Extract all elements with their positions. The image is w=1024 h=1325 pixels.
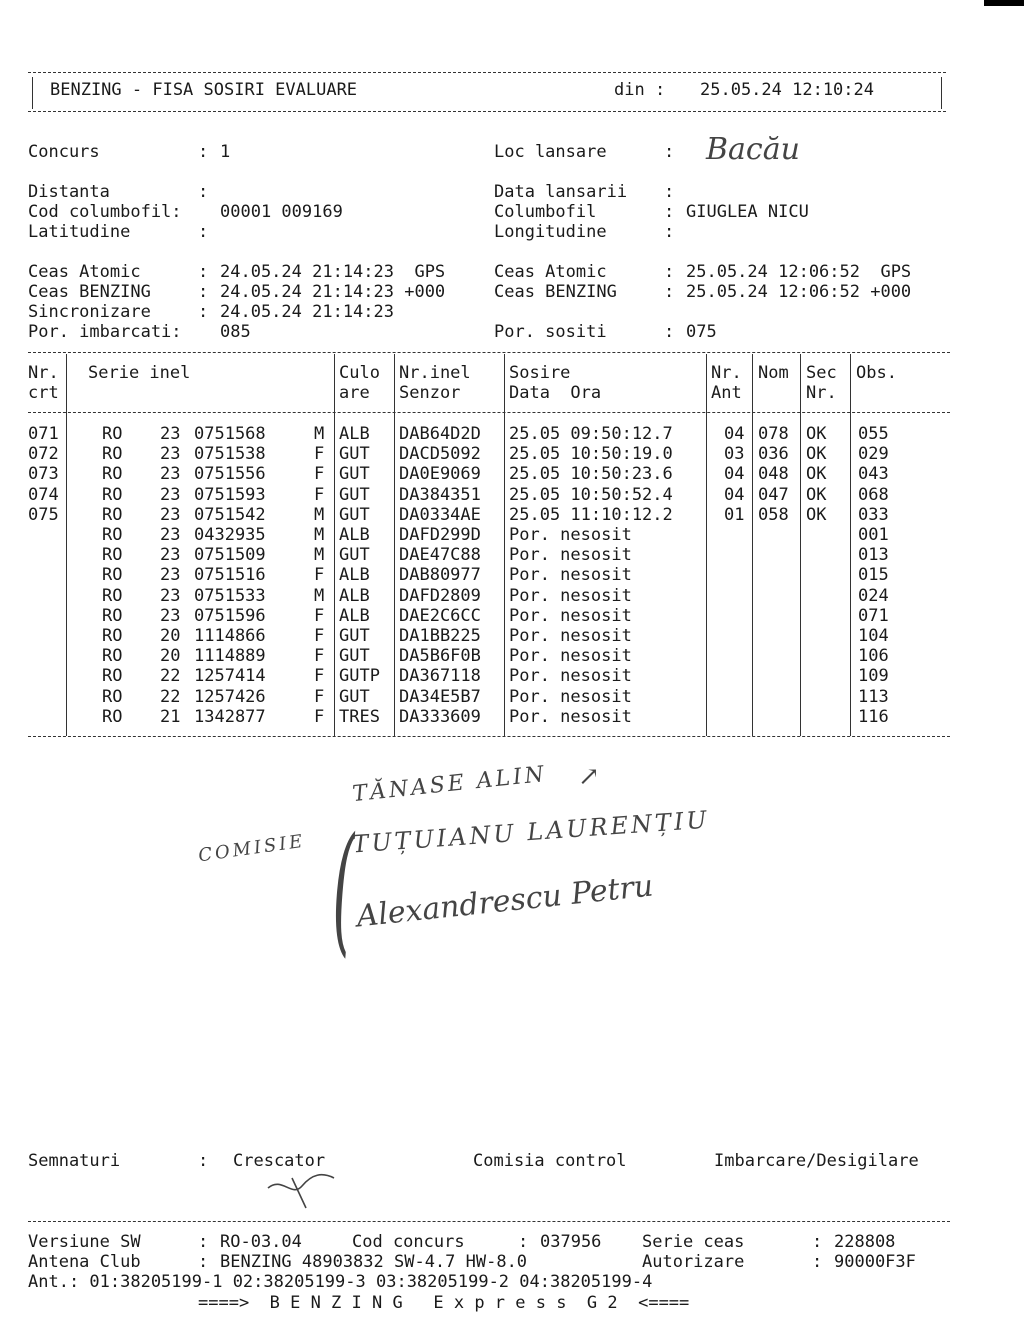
cell-s: M <box>314 424 325 444</box>
sincronizare-label: Sincronizare <box>28 302 151 322</box>
cell-sen: DA1BB225 <box>399 626 481 646</box>
serie-ceas-label: Serie ceas <box>642 1232 745 1252</box>
cell-c: RO <box>102 424 123 444</box>
colon: : <box>198 1232 209 1252</box>
cell-nr: 074 <box>28 484 59 505</box>
cell-y: 23 <box>160 605 181 626</box>
cell-col: GUTP <box>339 666 380 687</box>
cell-col: ALB <box>339 424 370 444</box>
handwritten-comisie: COMISIE <box>197 830 307 867</box>
ceas-benzing-label: Ceas BENZING <box>28 282 151 302</box>
scan-edge-mark <box>984 0 1024 6</box>
cell-c: RO <box>102 666 123 687</box>
cell-sos: Por. nesosit <box>509 525 632 545</box>
concurs-label: Concurs <box>28 142 100 162</box>
cell-nom: 048 <box>758 464 789 485</box>
cell-sen: DAFD299D <box>399 525 481 545</box>
cell-obs: 104 <box>858 626 889 646</box>
cell-s: F <box>314 686 325 707</box>
cell-n: 0751538 <box>194 444 266 465</box>
autorizare-value: 90000F3F <box>834 1252 916 1272</box>
cell-y: 23 <box>160 484 181 505</box>
hdr-serie-inel: Serie inel <box>88 363 191 383</box>
serie-ceas-value: 228808 <box>834 1232 896 1252</box>
cell-y: 23 <box>160 525 181 545</box>
cell-obs: 055 <box>858 424 889 444</box>
cell-sen: DA384351 <box>399 484 481 505</box>
cell-obs: 015 <box>858 565 889 586</box>
semnaturi-label: Semnaturi <box>28 1151 121 1171</box>
cell-s: M <box>314 545 325 566</box>
cod-columbofil-value: 00001 009169 <box>220 202 343 222</box>
cell-ant: 03 <box>724 444 745 465</box>
cell-c: RO <box>102 706 123 727</box>
cell-y: 21 <box>160 706 181 727</box>
cell-s: F <box>314 565 325 586</box>
cell-n: 0751542 <box>194 504 266 525</box>
cell-col: ALB <box>339 565 370 586</box>
document-title: BENZING - FISA SOSIRI EVALUARE <box>50 80 358 100</box>
cell-n: 1257414 <box>194 666 266 687</box>
cell-c: RO <box>102 565 123 586</box>
col-sep <box>504 354 505 736</box>
cell-y: 20 <box>160 626 181 646</box>
cell-ant: 04 <box>724 424 745 444</box>
cell-sen: DAE47C88 <box>399 545 481 566</box>
autorizare-label: Autorizare <box>642 1252 745 1272</box>
cell-col: GUT <box>339 484 370 505</box>
ceas-atomic-label: Ceas Atomic <box>28 262 141 282</box>
hdr-are: are <box>339 383 370 403</box>
cell-c: RO <box>102 484 123 505</box>
cell-obs: 116 <box>858 706 889 727</box>
hdr-data-ora: Data Ora <box>509 383 602 403</box>
cell-c: RO <box>102 585 123 606</box>
colon: : <box>198 142 209 162</box>
cell-sos: Por. nesosit <box>509 605 632 626</box>
cell-c: RO <box>102 646 123 667</box>
cell-sos: Por. nesosit <box>509 626 632 646</box>
cell-n: 1114866 <box>194 626 266 646</box>
hdr-sosire: Sosire <box>509 363 571 383</box>
cell-c: RO <box>102 605 123 626</box>
cell-s: M <box>314 585 325 606</box>
concurs-value: 1 <box>220 142 231 162</box>
cell-sos: Por. nesosit <box>509 706 632 727</box>
ceas-atomic-left: 24.05.24 21:14:23 GPS <box>220 262 446 282</box>
cell-n: 0751509 <box>194 545 266 566</box>
colon: : <box>518 1232 529 1252</box>
hdr-crt: crt <box>28 383 59 403</box>
hdr-ant: Ant <box>711 383 742 403</box>
cell-sos: 25.05 10:50:23.6 <box>509 464 673 485</box>
cell-obs: 068 <box>858 484 889 505</box>
cell-nom: 036 <box>758 444 789 465</box>
cod-concurs-label: Cod concurs <box>352 1232 465 1252</box>
colon: : <box>664 222 675 242</box>
crescator-signature <box>262 1168 342 1212</box>
cell-sos: 25.05 10:50:52.4 <box>509 484 673 505</box>
cell-y: 23 <box>160 444 181 465</box>
col-sep <box>334 354 335 736</box>
cell-sos: 25.05 10:50:19.0 <box>509 444 673 465</box>
hdr-nr-inel: Nr.inel <box>399 363 471 383</box>
cell-s: F <box>314 464 325 485</box>
latitudine-label: Latitudine <box>28 222 131 242</box>
ceas-atomic-label-right: Ceas Atomic <box>494 262 607 282</box>
sincronizare-value: 24.05.24 21:14:23 <box>220 302 394 322</box>
cell-col: ALB <box>339 525 370 545</box>
cell-obs: 043 <box>858 464 889 485</box>
cell-n: 0432935 <box>194 525 266 545</box>
cell-nr: 072 <box>28 444 59 465</box>
cell-col: TRES <box>339 706 380 727</box>
cell-col: GUT <box>339 464 370 485</box>
cell-n: 1114889 <box>194 646 266 667</box>
antena-label: Antena Club <box>28 1252 141 1272</box>
cell-n: 0751593 <box>194 484 266 505</box>
columbofil-label: Columbofil <box>494 202 597 222</box>
loc-label: Loc lansare <box>494 142 607 162</box>
cell-s: F <box>314 626 325 646</box>
cell-col: GUT <box>339 646 370 667</box>
cell-s: F <box>314 646 325 667</box>
cell-nr: 071 <box>28 424 59 444</box>
col-sep <box>706 354 707 736</box>
colon: : <box>664 322 675 342</box>
cell-obs: 106 <box>858 646 889 667</box>
cell-n: 0751568 <box>194 424 266 444</box>
hdr-nr-ant: Nr. <box>711 363 742 383</box>
hdr-obs: Obs. <box>856 363 897 383</box>
cell-n: 1257426 <box>194 686 266 707</box>
colon: : <box>198 182 209 202</box>
cell-obs: 029 <box>858 444 889 465</box>
table-bottom-rule <box>28 736 950 737</box>
comisia-control-label: Comisia control <box>473 1151 627 1171</box>
cell-c: RO <box>102 626 123 646</box>
longitudine-label: Longitudine <box>494 222 607 242</box>
cell-c: RO <box>102 504 123 525</box>
col-sep <box>752 354 753 736</box>
cell-sen: DAFD2809 <box>399 585 481 606</box>
cell-c: RO <box>102 686 123 707</box>
crescator-label: Crescator <box>233 1151 326 1171</box>
cell-nom: 058 <box>758 504 789 525</box>
col-sep <box>394 354 395 736</box>
cell-sen: DAE2C6CC <box>399 605 481 626</box>
cell-s: M <box>314 504 325 525</box>
cell-sen: DAB64D2D <box>399 424 481 444</box>
colon: : <box>198 1252 209 1272</box>
cell-y: 23 <box>160 545 181 566</box>
cell-sen: DA34E5B7 <box>399 686 481 707</box>
cell-sos: Por. nesosit <box>509 666 632 687</box>
hdr-culo: Culo <box>339 363 380 383</box>
colon: : <box>812 1232 823 1252</box>
cell-sos: 25.05 09:50:12.7 <box>509 424 673 444</box>
cell-obs: 109 <box>858 666 889 687</box>
cell-s: F <box>314 444 325 465</box>
cell-sos: Por. nesosit <box>509 565 632 586</box>
cell-sos: Por. nesosit <box>509 545 632 566</box>
colon: : <box>664 262 675 282</box>
cell-sen: DAB80977 <box>399 565 481 586</box>
columbofil-value: GIUGLEA NICU <box>686 202 809 222</box>
cell-nom: 078 <box>758 424 789 444</box>
cell-obs: 033 <box>858 504 889 525</box>
cell-y: 23 <box>160 565 181 586</box>
cell-col: GUT <box>339 444 370 465</box>
cell-sen: DA333609 <box>399 706 481 727</box>
cell-col: ALB <box>339 585 370 606</box>
cell-n: 0751533 <box>194 585 266 606</box>
sositi-label: Por. sositi <box>494 322 607 342</box>
antenna-ids: Ant.: 01:38205199-1 02:38205199-3 03:38205199-2 04:38205199-4 <box>28 1272 653 1292</box>
cell-y: 22 <box>160 666 181 687</box>
cell-obs: 024 <box>858 585 889 606</box>
cell-col: GUT <box>339 626 370 646</box>
cell-col: GUT <box>339 504 370 525</box>
cell-sen: DA0334AE <box>399 504 481 525</box>
cell-y: 23 <box>160 464 181 485</box>
hdr-sec-nr: Nr. <box>806 383 837 403</box>
ceas-atomic-right: 25.05.24 12:06:52 GPS <box>686 262 912 282</box>
ceas-benzing-label-right: Ceas BENZING <box>494 282 617 302</box>
sositi-value: 075 <box>686 322 717 342</box>
colon: : <box>198 282 209 302</box>
handwritten-initial-1: ↗ <box>578 762 600 792</box>
table-header-rule <box>28 412 950 413</box>
cell-sen: DA0E9069 <box>399 464 481 485</box>
hdr-nom: Nom <box>758 363 789 383</box>
cell-y: 23 <box>160 424 181 444</box>
ceas-benzing-right: 25.05.24 12:06:52 +000 <box>686 282 912 302</box>
cell-n: 0751556 <box>194 464 266 485</box>
handwritten-name-1: TĂNASE ALIN <box>351 761 549 808</box>
cell-obs: 013 <box>858 545 889 566</box>
cell-sec: OK <box>806 504 827 525</box>
cell-sec: OK <box>806 484 827 505</box>
data-lansarii-label: Data lansarii <box>494 182 628 202</box>
hdr-nr: Nr. <box>28 363 59 383</box>
handwritten-name-2: TUȚUIANU LAURENȚIU <box>351 805 711 859</box>
colon: : <box>664 202 675 222</box>
cell-y: 20 <box>160 646 181 667</box>
cell-sen: DA5B6F0B <box>399 646 481 667</box>
imbarcare-label: Imbarcare/Desigilare <box>714 1151 919 1171</box>
cell-c: RO <box>102 444 123 465</box>
cell-col: ALB <box>339 605 370 626</box>
colon: : <box>198 302 209 322</box>
cell-obs: 071 <box>858 605 889 626</box>
footer-rule <box>28 1221 950 1222</box>
cell-c: RO <box>102 525 123 545</box>
distanta-label: Distanta <box>28 182 110 202</box>
cell-n: 1342877 <box>194 706 266 727</box>
cell-col: GUT <box>339 686 370 707</box>
cell-ant: 04 <box>724 464 745 485</box>
cell-obs: 113 <box>858 686 889 707</box>
cell-sec: OK <box>806 464 827 485</box>
cell-col: GUT <box>339 545 370 566</box>
cell-c: RO <box>102 464 123 485</box>
handwritten-bracket: ( <box>332 808 355 971</box>
cell-y: 23 <box>160 504 181 525</box>
cell-s: F <box>314 484 325 505</box>
cell-sos: Por. nesosit <box>509 646 632 667</box>
antena-value: BENZING 48903832 SW-4.7 HW-8.0 <box>220 1252 528 1272</box>
cell-s: F <box>314 666 325 687</box>
handwritten-signature-3: Alexandrescu Petru <box>354 868 655 935</box>
cell-c: RO <box>102 545 123 566</box>
table-top-rule <box>28 352 950 353</box>
versiune-label: Versiune SW <box>28 1232 141 1252</box>
colon: : <box>664 282 675 302</box>
cell-sec: OK <box>806 424 827 444</box>
colon: : <box>198 262 209 282</box>
colon: : <box>198 222 209 242</box>
cell-n: 0751516 <box>194 565 266 586</box>
colon: : <box>664 182 675 202</box>
cell-sos: Por. nesosit <box>509 686 632 707</box>
col-sep <box>850 354 851 736</box>
cell-sen: DA367118 <box>399 666 481 687</box>
brand-line: ====> B E N Z I N G E x p r e s s G 2 <==== <box>198 1293 690 1313</box>
colon: : <box>812 1252 823 1272</box>
din-value: 25.05.24 12:10:24 <box>700 80 874 100</box>
ceas-benzing-left: 24.05.24 21:14:23 +000 <box>220 282 446 302</box>
cell-sos: 25.05 11:10:12.2 <box>509 504 673 525</box>
cell-y: 22 <box>160 686 181 707</box>
loc-value-handwritten: Bacău <box>706 132 800 167</box>
cod-concurs-value: 037956 <box>540 1232 602 1252</box>
din-label: din : <box>614 80 666 100</box>
cell-obs: 001 <box>858 525 889 545</box>
cell-sos: Por. nesosit <box>509 585 632 606</box>
cell-s: M <box>314 525 325 545</box>
cell-nr: 075 <box>28 504 59 525</box>
versiune-value: RO-03.04 <box>220 1232 302 1252</box>
hdr-sec: Sec <box>806 363 837 383</box>
imbarcati-value: 085 <box>220 322 251 342</box>
cell-nr: 073 <box>28 464 59 485</box>
hdr-senzor: Senzor <box>399 383 461 403</box>
colon: : <box>664 142 675 162</box>
col-sep <box>66 354 67 736</box>
cell-sen: DACD5092 <box>399 444 481 465</box>
colon: : <box>198 1151 209 1171</box>
imbarcati-label: Por. imbarcati: <box>28 322 182 342</box>
cell-s: F <box>314 706 325 727</box>
cod-columbofil-label: Cod columbofil: <box>28 202 182 222</box>
cell-s: F <box>314 605 325 626</box>
col-sep <box>800 354 801 736</box>
cell-nom: 047 <box>758 484 789 505</box>
cell-y: 23 <box>160 585 181 606</box>
cell-sec: OK <box>806 444 827 465</box>
cell-ant: 01 <box>724 504 745 525</box>
cell-n: 0751596 <box>194 605 266 626</box>
cell-ant: 04 <box>724 484 745 505</box>
